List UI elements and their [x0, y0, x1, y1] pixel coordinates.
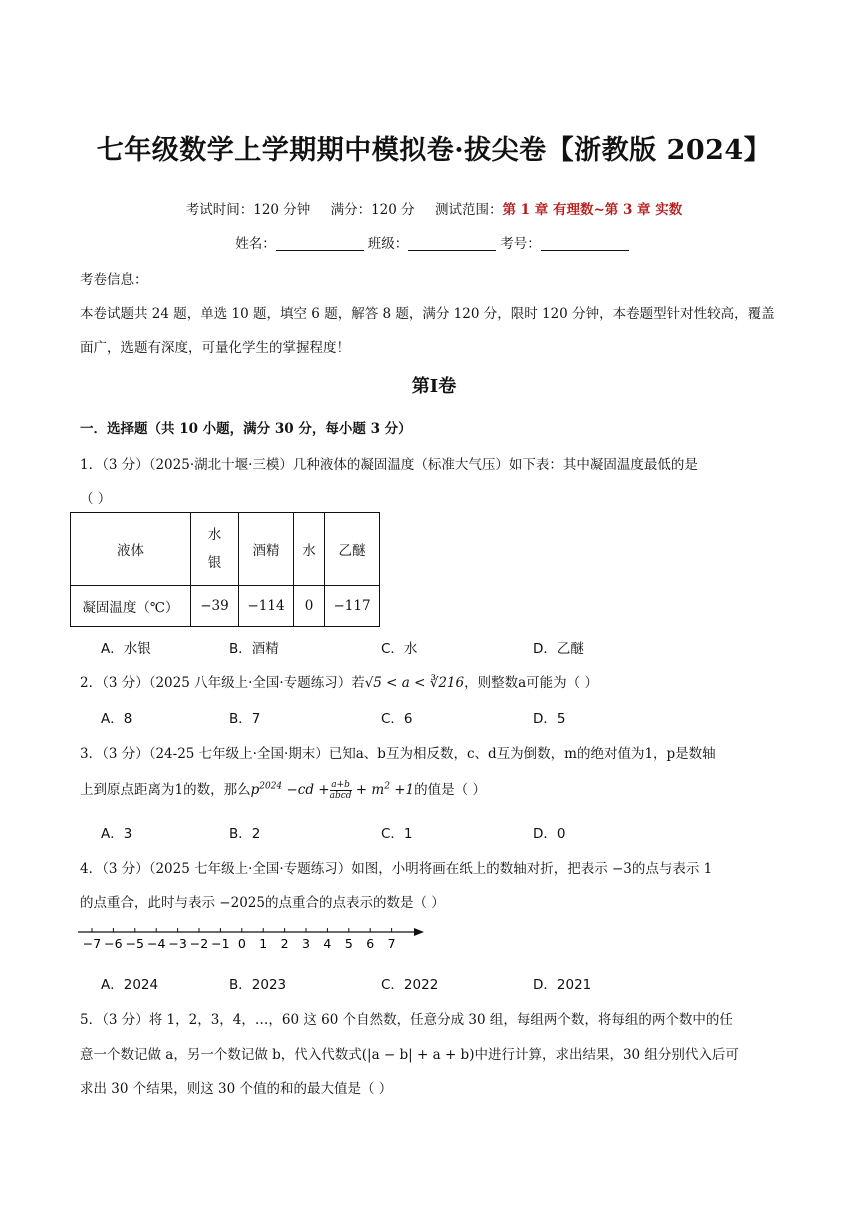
exam-range-value: 第 1 章 有理数~第 3 章 实数: [502, 202, 683, 218]
table-header-cell: 乙醚: [325, 513, 380, 586]
q3-expr-p: p: [250, 782, 260, 798]
info-line-1: 本卷试题共 24 题，单选 10 题，填空 6 题，解答 8 题，满分 120 分，限时 120 分钟，本卷题型针对性较高，覆盖: [80, 306, 775, 322]
q3-expr-plus-one: +1: [389, 782, 415, 798]
q1-option-a[interactable]: A．水银: [101, 641, 151, 657]
q1-option-b[interactable]: B．酒精: [229, 641, 279, 657]
q2-option-b[interactable]: B．7: [229, 711, 261, 727]
table-cell: −117: [325, 586, 380, 627]
q4-option-a[interactable]: A．2024: [101, 977, 159, 993]
q3-option-d[interactable]: D．0: [533, 826, 566, 842]
q3-expr-exponent: 2024: [259, 781, 283, 792]
q5-line-3: 求出 30 个结果，则这 30 个值的和的最大值是（ ）: [80, 1081, 393, 1097]
q3-fraction-numerator: a+b: [331, 780, 350, 790]
number-label: 考号：: [500, 236, 541, 252]
number-line-label: 4: [323, 936, 332, 951]
number-line-arrow: [414, 928, 424, 936]
q3-expr-m: + m: [351, 782, 385, 798]
number-line-label: 5: [344, 936, 353, 951]
q1-option-d[interactable]: D．乙醚: [533, 641, 584, 657]
q5-line-2: 意一个数记做 a，另一个数记做 b，代入代数式(|a − b| + a + b)中进行计算，求出结果，30 组分别代入后可: [80, 1047, 739, 1063]
exam-score: 满分：120 分: [330, 202, 415, 218]
table-header-cell: 酒精: [239, 513, 294, 586]
q3-line-2: [80, 778, 486, 801]
q3-option-c[interactable]: C．1: [381, 826, 413, 842]
q2-expression: √5 < a < ∛216: [364, 675, 465, 691]
number-line-label: −2: [189, 936, 209, 951]
section-title: 第Ⅰ卷: [411, 376, 457, 397]
class-blank[interactable]: [408, 237, 496, 251]
table-cell: 凝固温度（℃）: [71, 586, 191, 627]
exam-range-label: 测试范围：: [434, 202, 503, 218]
table-header-cell: 水: [294, 513, 325, 586]
q3-expr-m-exponent: 2: [384, 781, 390, 792]
q3-option-b[interactable]: B．2: [229, 826, 261, 842]
q2-option-d[interactable]: D．5: [533, 711, 566, 727]
q2-option-a[interactable]: A．8: [101, 711, 133, 727]
q3-expr-cd: −cd +: [282, 782, 330, 798]
q3-line2-prefix: 上到原点距离为1的数，那么: [80, 782, 251, 798]
q3-expression: [250, 780, 415, 801]
number-line-label: −4: [146, 936, 166, 951]
q1-option-c[interactable]: C．水: [381, 641, 418, 657]
table-cell: −39: [191, 586, 239, 627]
q4-option-c[interactable]: C．2022: [381, 977, 439, 993]
table-header-cell: 液体: [71, 513, 191, 586]
number-line-label: 0: [237, 936, 246, 951]
table-cell: −114: [239, 586, 294, 627]
number-blank[interactable]: [541, 237, 629, 251]
number-line-label: 7: [387, 936, 396, 951]
number-line-label: 2: [280, 936, 289, 951]
number-line-label: 3: [302, 936, 310, 951]
exam-time: 考试时间：120 分钟: [185, 202, 311, 218]
student-info-fields: [0, 232, 868, 252]
q3-line2-suffix: 的值是（ ）: [414, 782, 486, 798]
number-line-label: −5: [125, 936, 145, 951]
q1-line-1: 1．（3 分）（2025·湖北十堰·三模）几种液体的凝固温度（标准大气压）如下表：其中凝固温度最低的是: [80, 457, 698, 473]
exam-title: 七年级数学上学期期中模拟卷·拔尖卷【浙教版 2024】: [96, 135, 772, 166]
q2-stem: [80, 671, 598, 691]
number-line-label: −3: [168, 936, 187, 951]
number-line-label: −1: [211, 936, 230, 951]
exam-meta: [0, 198, 868, 218]
number-line-label: −6: [104, 936, 123, 951]
number-line-label: 1: [259, 936, 268, 951]
table-cell: 0: [294, 586, 325, 627]
q3-fraction: [330, 780, 352, 801]
q5-line-1: 5．（3 分）将 1，2，3，4，…，60 这 60 个自然数，任意分成 30 组，每组两个数，将每组的两个数中的任: [80, 1012, 733, 1028]
class-label: 班级：: [367, 236, 409, 252]
info-label: 考卷信息：: [80, 272, 148, 288]
q3-fraction-denominator: abcd: [329, 791, 352, 801]
number-line-label: −7: [82, 936, 102, 951]
q4-option-b[interactable]: B．2023: [229, 977, 287, 993]
q2-suffix: ，则整数a可能为（ ）: [464, 675, 598, 691]
number-line-label: 6: [366, 936, 375, 951]
name-blank[interactable]: [276, 237, 364, 251]
part1-heading: 一．选择题（共 10 小题，满分 30 分，每小题 3 分）: [80, 421, 412, 437]
q3-option-a[interactable]: A．3: [101, 826, 133, 842]
q1-table: [70, 512, 380, 627]
q2-prefix: 2．（3 分）（2025 八年级上·全国·专题练习）若: [80, 675, 365, 691]
table-header-cell: 水银: [191, 513, 239, 586]
q1-line-2: （ ）: [80, 491, 112, 507]
exam-range: [435, 202, 682, 218]
info-line-2: 面广，选题有深度，可量化学生的掌握程度！: [80, 340, 350, 356]
number-line: [76, 918, 426, 954]
name-label: 姓名：: [235, 236, 276, 252]
q4-option-d[interactable]: D．2021: [533, 977, 592, 993]
q4-line-2: 的点重合，此时与表示 −2025的点重合的点表示的数是（ ）: [80, 895, 445, 911]
q4-line-1: 4．（3 分）（2025 七年级上·全国·专题练习）如图，小明将画在纸上的数轴对折，把表示 −3的点与表示 1: [80, 861, 713, 877]
q3-line-1: 3．（3 分）（24-25 七年级上·全国·期末）已知a、b互为相反数，c、d互为倒数，m的绝对值为1，p是数轴: [80, 746, 716, 762]
q2-option-c[interactable]: C．6: [381, 711, 413, 727]
